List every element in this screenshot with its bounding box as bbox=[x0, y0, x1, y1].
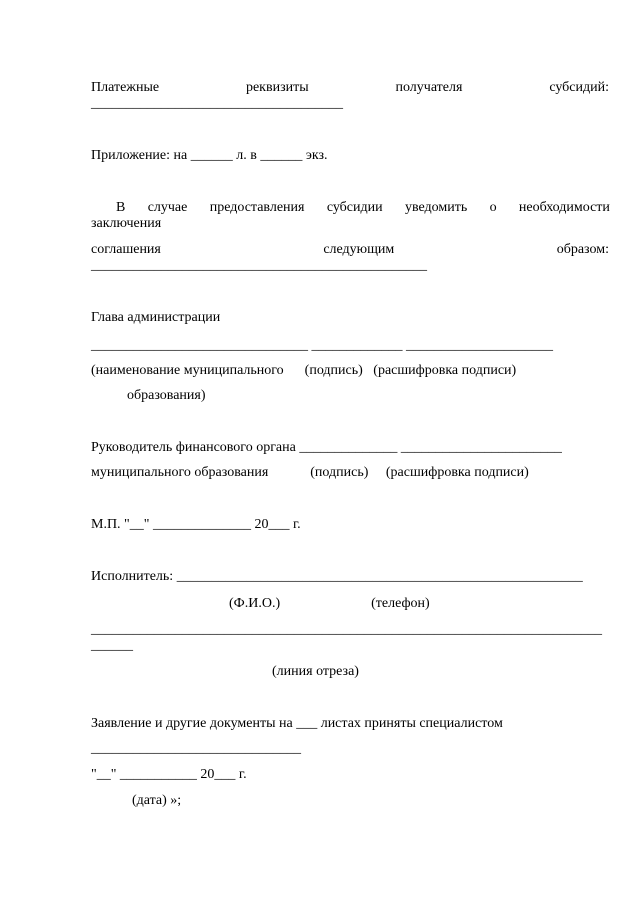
statement-date-label: (дата) »; bbox=[132, 793, 182, 808]
finance-line-2: муниципального образования (подпись) (расшифровка подписи) bbox=[91, 465, 529, 480]
requisites-word: реквизиты bbox=[245, 80, 309, 95]
notify-word: В bbox=[116, 200, 126, 215]
stamp-line: М.П. "__" ______________ 20___ г. bbox=[91, 517, 301, 532]
appendix-line: Приложение: на ______ л. в ______ экз. bbox=[91, 148, 328, 163]
notify-word: следующим bbox=[323, 242, 395, 257]
cut-line-2: ______ bbox=[91, 638, 133, 653]
notify-word: о bbox=[489, 200, 497, 215]
notify-continuation: заключения bbox=[91, 216, 162, 231]
notify-word: необходимости bbox=[518, 200, 610, 215]
cut-label: (линия отреза) bbox=[272, 664, 359, 679]
statement-line-1: Заявление и другие документы на ___ листах приняты специалистом bbox=[91, 716, 503, 731]
requisites-word: Платежные bbox=[91, 80, 160, 95]
executor-labels: (Ф.И.О.) (телефон) bbox=[229, 596, 430, 611]
head-signature-labels-cont: образования) bbox=[127, 388, 206, 403]
head-title: Глава администрации bbox=[91, 310, 221, 325]
finance-line-1: Руководитель финансового органа ______________ _______________________ bbox=[91, 440, 562, 455]
statement-date-line: "__" ___________ 20___ г. bbox=[91, 767, 247, 782]
executor-line: Исполнитель: __________________________________________________________ bbox=[91, 569, 583, 584]
notify-word: уведомить bbox=[404, 200, 468, 215]
notify-line-1 bbox=[116, 200, 610, 216]
notify-word: субсидии bbox=[326, 200, 383, 215]
notify-fill-line: ________________________________________________ bbox=[91, 258, 427, 273]
notify-line-2 bbox=[91, 242, 609, 258]
head-signature-labels: (наименование муниципального (подпись) (расшифровка подписи) bbox=[91, 363, 517, 378]
head-signature-line: _______________________________ _____________ _____________________ bbox=[91, 338, 553, 353]
requisites-line bbox=[91, 80, 609, 96]
cut-line-1: _________________________________________________________________________ bbox=[91, 622, 602, 637]
requisites-word: получателя bbox=[395, 80, 463, 95]
requisites-fill-line: ____________________________________ bbox=[91, 96, 343, 111]
notify-word: образом: bbox=[556, 242, 609, 257]
statement-line-2: ______________________________ bbox=[91, 741, 301, 756]
notify-word: соглашения bbox=[91, 242, 161, 257]
notify-word: предоставления bbox=[209, 200, 305, 215]
requisites-word: субсидий: bbox=[549, 80, 609, 95]
notify-word: случае bbox=[147, 200, 188, 215]
